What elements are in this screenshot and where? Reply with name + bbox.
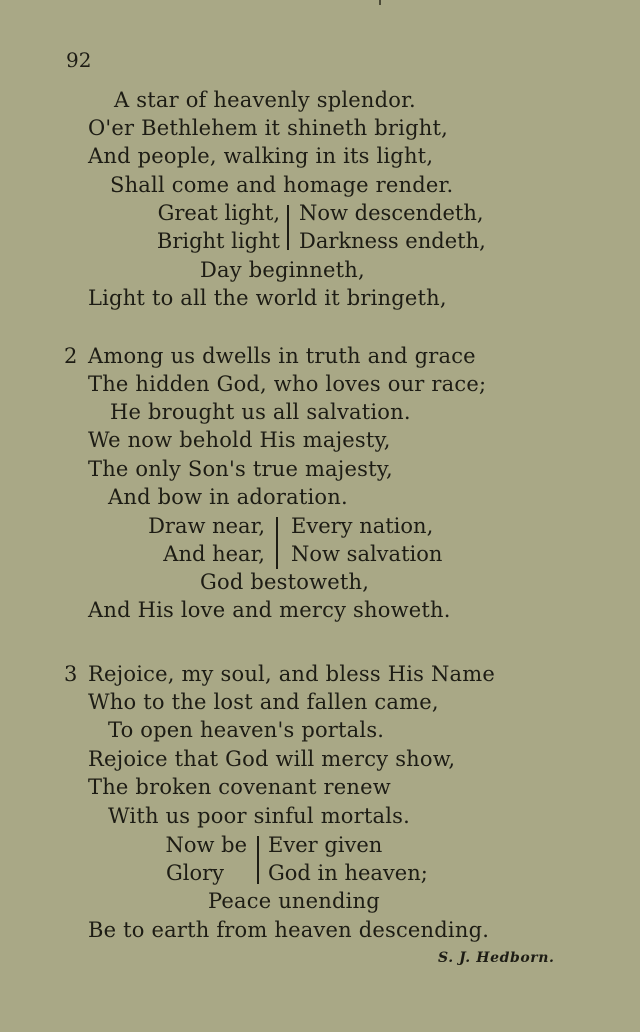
hymn-author: S. J. Hedborn. [438, 950, 555, 966]
refrain-left: Glory [165, 861, 224, 885]
verse-line: Shall come and homage render. [110, 173, 454, 197]
verse-line: Among us dwells in truth and grace [88, 344, 476, 368]
verse-line: The broken covenant renew [88, 775, 391, 799]
verse-line: To open heaven's portals. [108, 718, 385, 742]
refrain-right: Darkness endeth, [299, 229, 486, 253]
refrain-divider [257, 836, 259, 884]
refrain-left: And hear, [163, 542, 265, 566]
refrain-right: Ever given [268, 833, 383, 857]
refrain-right: God in heaven; [268, 861, 428, 885]
verse-line: Rejoice that God will mercy show, [88, 747, 456, 771]
verse-line: Light to all the world it bringeth, [88, 286, 447, 310]
verse-line: With us poor sinful mortals. [108, 804, 411, 828]
refrain-left: Great light, [157, 201, 280, 225]
verse-line: Day beginneth, [200, 258, 365, 282]
verse-line: The hidden God, who loves our race; [88, 372, 487, 396]
verse-line: A star of heavenly splendor. [114, 88, 416, 112]
verse-line: And people, walking in its light, [88, 144, 434, 168]
page-number: 92 [66, 48, 92, 72]
refrain-right: Now salvation [291, 542, 443, 566]
verse-line: Rejoice, my soul, and bless His Name [88, 662, 496, 686]
verse-line: Be to earth from heaven descending. [88, 918, 490, 942]
verse-line: And His love and mercy showeth. [88, 598, 451, 622]
verse-line: Peace unending [208, 889, 380, 913]
print-speck [379, 0, 381, 5]
refrain-right: Every nation, [291, 514, 434, 538]
refrain-left: Bright light [156, 229, 280, 253]
verse-line: He brought us all salvation. [110, 400, 411, 424]
verse-line: Who to the lost and fallen came, [88, 690, 439, 714]
refrain-divider [276, 517, 278, 569]
refrain-divider [287, 205, 289, 250]
verse-line: And bow in adoration. [108, 485, 348, 509]
verse-line: We now behold His majesty, [88, 428, 391, 452]
verse-line: The only Son's true majesty, [88, 457, 393, 481]
verse-line: God bestoweth, [200, 570, 370, 594]
refrain-left: Now be [165, 833, 247, 857]
stanza-number: 2 [64, 344, 78, 368]
verse-line: O'er Bethlehem it shineth bright, [88, 116, 448, 140]
refrain-right: Now descendeth, [299, 201, 484, 225]
stanza-number: 3 [64, 662, 78, 686]
refrain-left: Draw near, [148, 514, 265, 538]
